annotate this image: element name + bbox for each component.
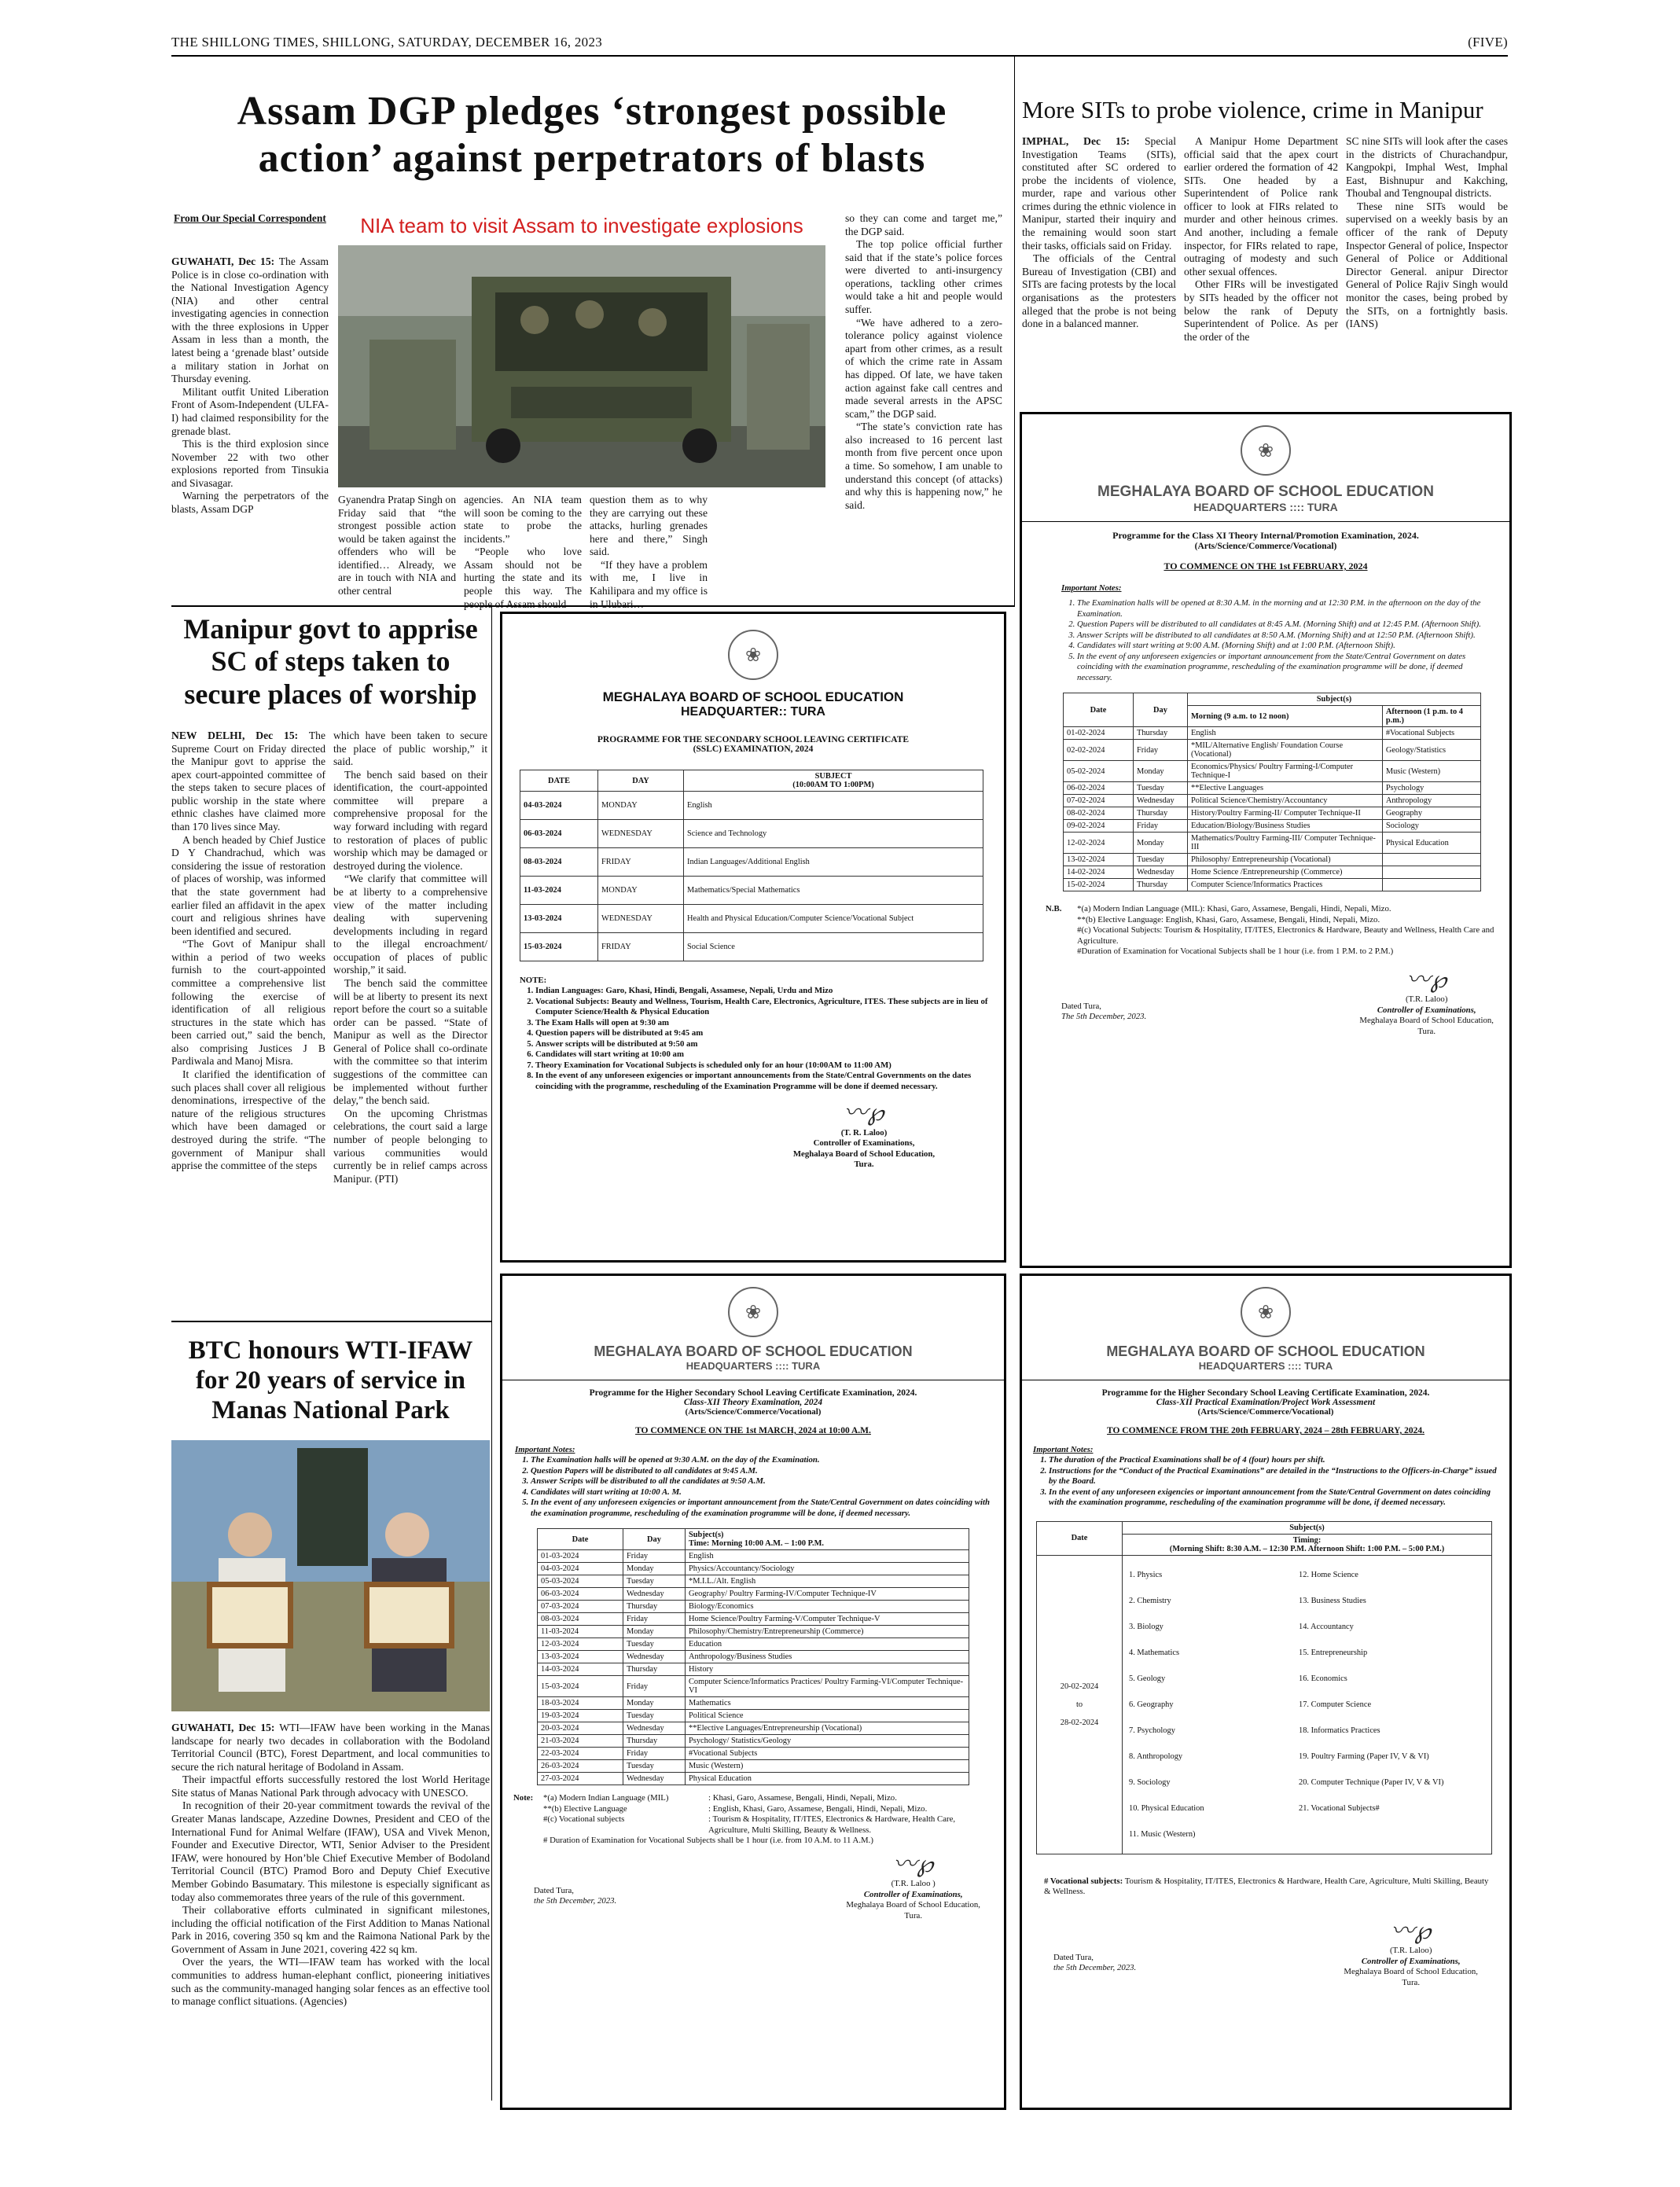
practical-footer: Dated Tura, the 5th December, 2023. 〰℘ (T.R. Laloo) Controller of Examinations, Meghalaya Board of School Education, Tura.: [1053, 1917, 1478, 1987]
class11-hq: HEADQUARTERS :::: TURA: [1193, 501, 1338, 513]
table-row: 08-02-2024 Thursday History/Poultry Farming-II/ Computer Technique-II Geography: [1064, 807, 1481, 820]
assam-col-1: GUWAHATI, Dec 15: The Assam Police is in close co-ordination with the National Investigation Agency (NIA) and other central investigating agencies in connection with the three explosions in Upper Assam in less than a month, the latest being a ‘grenade blast’ outside a military station in Jorhat on Thursday evening. Militant outfit United Liberation Front of Asom-Independent (ULFA-I) had claimed responsibility for the grenade blast. This is the third explosion since November 22 with two other explosions reported from Tinsukia and Sivasagar. Warning the perpetrators of the blasts, Assam DGP: [171, 255, 329, 515]
practical-notice: [1020, 1274, 1512, 2110]
column-rule-left: [491, 607, 492, 2101]
hssl-stream: (Arts/Science/Commerce/Vocational): [685, 1407, 822, 1417]
signature-mark-icon: 〰℘: [844, 1100, 884, 1127]
sslc-title: PROGRAMME FOR THE SECONDARY SCHOOL LEAVING CERTIFICATE (SSLC) EXAMINATION, 2024: [597, 735, 910, 754]
table-row: 06-03-2024 Wednesday Geography/ Poultry Farming-IV/Computer Technique-IV: [538, 1588, 969, 1601]
table-row: 01-03-2024 Friday English: [538, 1550, 969, 1563]
sslc-hq: HEADQUARTER:: TURA: [681, 705, 825, 719]
table-row: 14-03-2024 Thursday History: [538, 1663, 969, 1676]
practical-stream: (Arts/Science/Commerce/Vocational): [1197, 1407, 1334, 1417]
assam-photo-caption: NIA team to visit Assam to investigate explosions: [360, 214, 803, 237]
army-truck-photo: [338, 245, 825, 487]
sslc-table: DATE DAY SUBJECT (10:00AM TO 1:00PM) 04-03-2024 MONDAY English 06-03-2024 WEDNESDAY Science and Technology 08-03-2024 FRIDAY Indian Languages/Additional English 11-03-2024 MONDAY Mathematics/Special Mathematics 13-03-2024 WEDNESDAY Health and Physical Education/Computer Science/Vocational Subject 15-03-2024 FRIDAY Social Science: [520, 770, 983, 961]
class11-table: Date Day Subject(s) Morning (9 a.m. to 12 noon) Afternoon (1 p.m. to 4 p.m.) 01-02-2024 Thursday English #Vocational Subjects 02-02-2024 Friday *MIL/Alternative English/ Foundation Course (Vocational) Geology/Statistics 05-02-2024 Monday Economics/Physics/ Poultry Farming-I/Computer Technique-I Music (Western) 06-02-2024 Tuesday **Elective Languages Psychology 07-02-2024 Wednesday Political Science/Chemistry/Accountancy Anthropology 08-02-2024 Thursday History/Poultry Farming-II/ Computer Technique-II Geography 09-02-2024 Friday Education/Biology/Business Studies Sociology 12-02-2024 Monday Mathematics/Poultry Farming-III/ Computer Technique-III Physical Education 13-02-2024 Tuesday Philosophy/ Entrepreneurship (Vocational) 14-02-2024 Wednesday Home Science /Entrepreneurship (Commerce) 15-02-2024 Thursday Computer Science/Informatics Practices: [1063, 693, 1481, 891]
table-row: 02-02-2024 Friday *MIL/Alternative English/ Foundation Course (Vocational) Geology/Statistics: [1064, 740, 1481, 761]
sit-col-2: A Manipur Home Department official said that the apex court earlier ordered the formation of 42 SITs. One headed by a Superintendent of Police rank officer to look at FIRs related to murder and other heinous crimes. And another, including a female inspector, for FIRs related to rape, outraging of modesty and such other sexual offences. Other FIRs will be investigated by SITs headed by the officer not below the rank of Deputy Superintendent of Police. As per the order of the: [1184, 135, 1338, 343]
assam-photo: [338, 245, 825, 487]
table-row: 07-03-2024 Thursday Biology/Economics: [538, 1601, 969, 1613]
hssl-footer: Dated Tura, the 5th December, 2023. 〰℘ (T.R. Laloo ) Controller of Examinations, Meghalaya Board of School Education, Tura.: [534, 1851, 980, 1921]
sit-headline: More SITs to probe violence, crime in Manipur: [1022, 96, 1483, 123]
table-row: 19-03-2024 Tuesday Political Science: [538, 1710, 969, 1722]
header-rule: [171, 55, 1508, 57]
hssl-subtitle: Class-XII Theory Examination, 2024: [683, 1398, 823, 1407]
board-crest-icon: ❀: [1241, 1287, 1291, 1337]
class11-rows: [1064, 727, 1481, 891]
assam-col-4: question them as to why they are carrying out these attacks, hurling grenades here and there,” Singh said. “If they have a problem with me, I live in Kahilipara and my office is in Ulubari…: [590, 494, 708, 610]
assam-dateline: GUWAHATI, Dec 15:: [171, 255, 275, 267]
practical-notes: 1. The duration of the Practical Examinations shall be of 4 (four) hours per shift. 2. Instructions for the “Conduct of the Practical Examinations” are detailed in the “Instructions to the Officers-in-Charge” issued by the Board. 3. In the event of any unforeseen exigencies or important announcement from the State/Central Government on dates coinciding with the examination programme, rescheduling of the examination programme will be done, if deemed necessary.: [1033, 1455, 1500, 1508]
hssl-note: Note: *(a) Modern Indian Language (MIL) : Khasi, Garo, Assamese, Bengali, Hindi, Nepali, Mizo. **(b) Elective Language : English, Khasi, Garo, Assamese, Bengali, Hindi, Nepali, Mizo. #(c) Vocational subjects : Tourism & Hospitality, IT/ITES, Electronics & Hardware, Health Care, Agriculture, Multi Skilling, Beauty & Wellness. # Duration of Examination for Vocational Subjects shall be 1 hour (i.e. from 10 A.M. to 11 A.M.): [513, 1793, 956, 1846]
table-row: 20-02-2024 to 28-02-2024 1. Physics 2. Chemistry 3. Biology 4. Mathematics 5. Geology 6. Geography 7. Psychology 8. Anthropology 9. Sociology 10. Physical Education 11. Music (Western) 12. Home Science 13. Business Studies 14. Accountancy 15. Entrepreneurship 16. Economics 17. Computer Science 18. Informatics Practices 19. Poultry Farming (Paper IV, V & VI) 20. Computer Technique (Paper IV, V & VI) 21. Vocational Subjects#: [1037, 1555, 1492, 1854]
practical-subjects-left: 1. Physics 2. Chemistry 3. Biology 4. Mathematics 5. Geology 6. Geography 7. Psychology 8. Anthropology 9. Sociology 10. Physical Education 11. Music (Western): [1129, 1570, 1204, 1839]
table-row: 04-03-2024 Monday Physics/Accountancy/Sociology: [538, 1563, 969, 1575]
page-header: [171, 35, 1508, 50]
table-row: 09-02-2024 Friday Education/Biology/Business Studies Sociology: [1064, 820, 1481, 833]
hssl-rows: [538, 1550, 969, 1785]
practical-notes-label: Important Notes:: [1033, 1445, 1094, 1454]
table-row: 13-03-2024 Wednesday Anthropology/Business Studies: [538, 1651, 969, 1663]
class11-title: Programme for the Class XI Theory Internal/Promotion Examination, 2024.: [1112, 530, 1419, 541]
hssl-signature: 〰℘ (T.R. Laloo ) Controller of Examinations, Meghalaya Board of School Education, Tura.: [846, 1851, 980, 1921]
practical-board: MEGHALAYA BOARD OF SCHOOL EDUCATION: [1106, 1343, 1425, 1359]
award-ceremony-photo: [171, 1440, 490, 1711]
worship-col-2: which have been taken to secure the place of public worship,” it said. The bench said based on their identification, the court-appointed committee will prepare a comprehensive proposal for the way forward including with regard to restoration of places of public worship which may be damaged or destroyed during the violence. “We clarify that committee will be at liberty to a comprehensive view of the matter including dealing with supervening developments including in regard to the illegal encroachment/ occupation of places of public worship,” it said. The bench said the committee will be at liberty to present its next report before the court so a suitable order can be passed. “State of Manipur as well as the Director General of Police shall co-ordinate with the committee so that interim suggestions of the committee can be implemented without further delay,” the bench said. On the upcoming Christmas celebrations, the court said a large number of people belonging to various communities would currently be in relief camps across Manipur. (PTI): [333, 730, 487, 1185]
table-row: 18-03-2024 Monday Mathematics: [538, 1697, 969, 1710]
table-row: 13-03-2024 WEDNESDAY Health and Physical Education/Computer Science/Vocational Subject: [520, 905, 983, 933]
table-row: 15-02-2024 Thursday Computer Science/Informatics Practices: [1064, 879, 1481, 891]
sslc-signature: 〰℘ (T. R. Laloo) Controller of Examinations, Meghalaya Board of School Education, Tura.: [762, 1098, 966, 1170]
class11-footer: Dated Tura, The 5th December, 2023. 〰℘ (T.R. Laloo) Controller of Examinations, Meghalaya Board of School Education, Tura.: [1061, 966, 1494, 1036]
table-row: 06-03-2024 WEDNESDAY Science and Technology: [520, 820, 983, 848]
sit-dateline: IMPHAL, Dec 15:: [1022, 135, 1130, 147]
class11-notes-label: Important Notes:: [1061, 583, 1122, 593]
table-row: 05-02-2024 Monday Economics/Physics/ Poultry Farming-I/Computer Technique-I Music (Western): [1064, 761, 1481, 782]
table-row: 11-03-2024 MONDAY Mathematics/Special Mathematics: [520, 877, 983, 905]
table-row: 12-02-2024 Monday Mathematics/Poultry Farming-III/ Computer Technique-III Physical Education: [1064, 833, 1481, 854]
assam-col-2: Gyanendra Pratap Singh on Friday said that “the strongest possible action would be taken against the offenders who will be identified… Already, we are in touch with NIA and other central: [338, 494, 456, 597]
masthead-line: THE SHILLONG TIMES, SHILLONG, SATURDAY, DECEMBER 16, 2023: [171, 35, 603, 50]
sslc-notes: NOTE: 1. Indian Languages: Garo, Khasi, Hindi, Bengali, Assamese, Nepali, Urdu and Mizo 2. Vocational Subjects: Beauty and Wellness, Tourism, Health Care, Electronics, Agriculture, ITES. These subjects are in lieu of Computer Science/Health & Physical Education 3. The Exam Halls will open at 9:30 am 4. Question papers will be distributed at 9:45 am 5. Answer scripts will be distributed at 9:50 am 6. Candidates will start writing at 10:00 am 7. Theory Examination for Vocational Subjects is scheduled only for an hour (10:00AM to 11:00 AM) 8. In the event of any unforeseen exigencies or important announcements from the State/Central Governments on the dates coinciding with the programme, rescheduling of the Examination Programme will be done if deemed necessary.: [520, 976, 990, 1092]
hssl-hq: HEADQUARTERS :::: TURA: [686, 1360, 821, 1372]
practical-title: Programme for the Higher Secondary School Leaving Certificate Examination, 2024.: [1101, 1388, 1430, 1398]
table-row: 11-03-2024 Monday Philosophy/Chemistry/Entrepreneurship (Commerce): [538, 1626, 969, 1638]
table-row: 20-03-2024 Wednesday **Elective Languages/Entrepreneurship (Vocational): [538, 1722, 969, 1735]
table-row: 14-02-2024 Wednesday Home Science /Entrepreneurship (Commerce): [1064, 866, 1481, 879]
table-row: 15-03-2024 FRIDAY Social Science: [520, 933, 983, 961]
sslc-board: MEGHALAYA BOARD OF SCHOOL EDUCATION: [602, 689, 904, 704]
practical-table: Date Subject(s) Timing: (Morning Shift: 8:30 A.M. – 12:30 P.M. Afternoon Shift: 1:00 P.M. – 5:00 P.M.) 20-02-2024 to 28-02-2024 1. Physics 2. Chemistry 3. Biology 4. Mathematics 5. Geology 6. Geography 7. Psychology 8. Anthropology 9. Sociology 10. Physical Education 11. Music (Western) 12. Home Science 13. Business Studies 14. Accountancy 15. Entrepreneurship 16. Economics 17. Computer Science 18. Informatics Practices 19. Poultry Farming (Paper IV, V & VI) 20. Computer Technique (Paper IV, V & VI) 21. Vocational Subjects#: [1036, 1521, 1492, 1854]
class11-commence: TO COMMENCE ON THE 1st FEBRUARY, 2024: [1164, 561, 1368, 572]
worship-dateline: NEW DELHI, Dec 15:: [171, 730, 299, 741]
class11-nb: N.B. *(a) Modern Indian Language (MIL): Khasi, Garo, Assamese, Bengali, Hindi, Nepali, Mizo. **(b) Elective Language: English, Khasi, Garo, Assamese, Bengali, Hindi, Nepali, Mizo. #(c) Vocational Subjects: Tourism & Hospitality, IT/ITES, Electronics & Hardware, Beauty and Wellness, Health Care and Agriculture. #Duration of Examination for Vocational Subjects shall be 1 hour (i.e. from 1 P.M. to 2 P.M.): [1046, 904, 1494, 957]
table-row: 08-03-2024 Friday Home Science/Poultry Farming-V/Computer Technique-V: [538, 1613, 969, 1626]
table-row: 06-02-2024 Tuesday **Elective Languages Psychology: [1064, 782, 1481, 795]
hssl-title: Programme for the Higher Secondary School Leaving Certificate Examination, 2024.: [589, 1388, 917, 1398]
table-row: 05-03-2024 Tuesday *M.I.L./Alt. English: [538, 1575, 969, 1588]
hssl-commence: TO COMMENCE ON THE 1st MARCH, 2024 at 10:00 A.M.: [635, 1426, 871, 1435]
signature-mark-icon: 〰℘: [893, 1851, 934, 1877]
hssl-board: MEGHALAYA BOARD OF SCHOOL EDUCATION: [594, 1343, 913, 1359]
sit-col-3: SC nine SITs will look after the cases in the districts of Churachandpur, Kangpokpi, Imphal West, Imphal East, Bishnupur and Kakching, Thoubal and Tengnoupal districts. These nine SITs would be supervised on a weekly basis by an officer of the rank of Deputy Inspector General of police, Inspector General of Police or Additional Director General. anipur Director General of Police Rajiv Singh would monitor the cases, being probed by the SITs, on a fortnightly basis. (IANS): [1346, 135, 1508, 330]
table-row: 07-02-2024 Wednesday Political Science/Chemistry/Accountancy Anthropology: [1064, 795, 1481, 807]
class11-signature: 〰℘ (T.R. Laloo) Controller of Examinations, Meghalaya Board of School Education, Tura.: [1359, 966, 1494, 1036]
btc-photo: [171, 1440, 490, 1711]
practical-commence: TO COMMENCE FROM THE 20th FEBRUARY, 2024 – 28th FEBRUARY, 2024.: [1107, 1426, 1425, 1435]
board-crest-icon: ❀: [1241, 425, 1291, 476]
btc-body: GUWAHATI, Dec 15: WTI—IFAW have been working in the Manas landscape for nearly two decades in collaboration with the Bodoland Territorial Council (BTC), Forest Department, and local communities to secure the rich natural heritage of Bodoland in Assam. Their impactful efforts successfully restored the lost World Heritage Site status of Manas National Park through advocacy with UNESCO. In recognition of their 20-year commitment towards the revival of the Greater Manas landscape, Azzedine Downes, President and CEO of the International Fund for Animal Welfare (IFAW), USA and Vivek Menon, Founder and Executive Director, WTI, Senior Adviser to the President IFAW, were honoured by Hon’ble Chief Executive Member of Bodoland Territorial Council (BTC) Pramod Boro and Deputy Chief Executive Member Gobindo Basumatary. This milestone is especially significant as today also commemorates three years of the rule of this government. Their collaborative efforts culminated in significant milestones, including the official notification of the First Addition to Manas National Park in 2016, covering 350 sq km and the Raimona National Park by the Government of Assam in June 2021, covering 422 sq km. Over the years, the WTI—IFAW team has worked with the local communities to address human-elephant conflict, pioneering initiatives such as the community-managed hanging solar fences as an effective tool to manage conflict situations. (Agencies): [171, 1722, 490, 2008]
signature-mark-icon: 〰℘: [1391, 1917, 1432, 1944]
hssl-notes: 1. The Examination halls will be opened at 9:30 A.M. on the day of the Examination. 2. Question Papers will be distributed to all candidates at 9:45 A.M. 3. Answer Scripts will be distributed to all the candidates at 9:50 A.M. 4. Candidates will start writing at 10:00 A. M. 5. In the event of any unforeseen exigencies or important announcement from the State/Central Government on dates coinciding with the examination programme, rescheduling of the examination programme will be done, if deemed necessary.: [515, 1455, 994, 1519]
table-row: 15-03-2024 Friday Computer Science/Informatics Practices/ Poultry Farming-VI/Computer Technique-VI: [538, 1676, 969, 1697]
assam-col-3: agencies. An NIA team will soon be coming to the state to probe the incidents.” “People who love Assam should not be hurting the state and its people this way. The people of Assam should: [464, 494, 582, 610]
assam-byline: From Our Special Correspondent: [174, 212, 326, 224]
class11-notice: [1020, 412, 1512, 1268]
assam-headline: Assam DGP pledges ‘strongest possible action’ against perpetrators of blasts: [237, 89, 947, 181]
practical-signature: 〰℘ (T.R. Laloo) Controller of Examinations, Meghalaya Board of School Education, Tura.: [1344, 1917, 1478, 1987]
worship-col-1: NEW DELHI, Dec 15: The Supreme Court on Friday directed the Manipur govt to apprise the apex court-appointed committee of the steps taken to secure places of public worship in the state where ethnic clashes have claimed more than 170 lives since May. A bench headed by Chief Justice D Y Chandrachud, which was considering the issue of restoration of places of worship, was informed that the state government had earlier filed an affidavit in the apex court and religious shrines have been identified and secured. “The Govt of Manipur shall within a period of two weeks furnish to the court-appointed committee a comprehensive list following the exercise of identification of all religious structures in the state which has been carried out,” said the bench, also comprising Justices J B Pardiwala and Manoj Misra. It clarified the identification of such places shall cover all religious denominations, irrespective of the nature of the religious structures which have been damaged or destroyed during the strife. “The government of Manipur shall apprise the committee of the steps: [171, 730, 325, 1172]
table-row: 27-03-2024 Wednesday Physical Education: [538, 1773, 969, 1785]
table-row: 08-03-2024 FRIDAY Indian Languages/Additional English: [520, 848, 983, 877]
hssl-notes-label: Important Notes:: [515, 1445, 575, 1454]
assam-col-5: so they can come and target me,” the DGP said. The top police official further said that if the state’s police forces were diverted to anti-insurgency operations, tackling other crimes would take a hit and people would suffer. “We have adhered to a zero-tolerance policy against violence apart from other crimes, as a result of which the crime rate in Assam has dipped. Of late, we have taken action against fake call centres and made several arrests in the APSC scam,” the DGP said. “The state’s conviction rate has also increased to 16 percent last month from five percent once upon a time. So somehow, I am unable to understand this concept (of attacks) and why this is happening now,” he said.: [845, 212, 1002, 511]
practical-subtitle: Class-XII Practical Examination/Project Work Assessment: [1156, 1398, 1376, 1407]
btc-dateline: GUWAHATI, Dec 15:: [171, 1722, 275, 1733]
column-rule: [1014, 57, 1015, 607]
practical-vocational: # Vocational subjects: Tourism & Hospitality, IT/ITES, Electronics & Hardware, Health Care, Agriculture, Multi Skilling, Beauty & Wellness.: [1044, 1876, 1489, 1897]
table-row: 01-02-2024 Thursday English #Vocational Subjects: [1064, 727, 1481, 740]
table-row: 04-03-2024 MONDAY English: [520, 792, 983, 820]
practical-subjects-right: 12. Home Science 13. Business Studies 14. Accountancy 15. Entrepreneurship 16. Economics 17. Computer Science 18. Informatics Practices 19. Poultry Farming (Paper IV, V & VI) 20. Computer Technique (Paper IV, V & VI) 21. Vocational Subjects#: [1299, 1570, 1444, 1813]
hssl-notice: [500, 1274, 1006, 2110]
table-row: 13-02-2024 Tuesday Philosophy/ Entrepreneurship (Vocational): [1064, 854, 1481, 866]
sslc-notice: [500, 612, 1006, 1263]
board-crest-icon: ❀: [728, 630, 778, 680]
table-row: 21-03-2024 Thursday Psychology/ Statistics/Geology: [538, 1735, 969, 1748]
table-row: 22-03-2024 Friday #Vocational Subjects: [538, 1748, 969, 1760]
signature-mark-icon: 〰℘: [1406, 966, 1447, 993]
class11-board: MEGHALAYA BOARD OF SCHOOL EDUCATION: [1097, 483, 1434, 500]
page-number: (FIVE): [1468, 35, 1508, 50]
table-row: 26-03-2024 Tuesday Music (Western): [538, 1760, 969, 1773]
sslc-rows: [520, 792, 983, 961]
sit-col-1: IMPHAL, Dec 15: Special Investigation Teams (SITs), constituted after SC ordered to probe the incidents of violence, murder, rape and various other crimes during the ethnic violence in Manipur, started their inquiry and the remaining would soon start their tasks, officials said on Friday. The officials of the Central Bureau of Investigation (CBI) and SITs are facing protests by the local organisations as the protesters alleged that the probe is not being done in a balanced manner.: [1022, 135, 1176, 330]
worship-headline: Manipur govt to apprise SC of steps taken to secure places of worship: [183, 613, 478, 710]
practical-hq: HEADQUARTERS :::: TURA: [1198, 1360, 1333, 1372]
table-row: 12-03-2024 Tuesday Education: [538, 1638, 969, 1651]
btc-headline: BTC honours WTI-IFAW for 20 years of service in Manas National Park: [188, 1336, 473, 1424]
section-rule-btc: [171, 1321, 491, 1322]
board-crest-icon: ❀: [728, 1287, 778, 1337]
hssl-table: Date Day Subject(s) Time: Morning 10:00 A.M. – 1:00 P.M. 01-03-2024 Friday English 04-03-2024 Monday Physics/Accountancy/Sociology 05-03-2024 Tuesday *M.I.L./Alt. English 06-03-2024 Wednesday Geography/ Poultry Farming-IV/Computer Technique-IV 07-03-2024 Thursday Biology/Economics 08-03-2024 Friday Home Science/Poultry Farming-V/Computer Technique-V 11-03-2024 Monday Philosophy/Chemistry/Entrepreneurship (Commerce) 12-03-2024 Tuesday Education 13-03-2024 Wednesday Anthropology/Business Studies 14-03-2024 Thursday History 15-03-2024 Friday Computer Science/Informatics Practices/ Poultry Farming-VI/Computer Technique-VI 18-03-2024 Monday Mathematics 19-03-2024 Tuesday Political Science 20-03-2024 Wednesday **Elective Languages/Entrepreneurship (Vocational) 21-03-2024 Thursday Psychology/ Statistics/Geology 22-03-2024 Friday #Vocational Subjects 26-03-2024 Tuesday Music (Western) 27-03-2024 Wednesday Physical Education: [537, 1528, 969, 1785]
class11-notes: 1. The Examination halls will be opened at 8:30 A.M. in the morning and at 12:30 P.M. in the afternoon on the day of the Examination. 2. Question Papers will be distributed to all candidates at 8:45 A.M. (Morning Shift) and at 12:45 P.M. (Afternoon Shift). 3. Answer Scripts will be distributed to all candidates at 8:50 A.M. (Morning Shift) and at 12:50 P.M. (Afternoon Shift). 4. Candidates will start writing at 9:00 A.M. (Morning Shift) and at 1:00 P.M. (Afternoon Shift). 5. In the event of any unforeseen exigencies or important announcement from the State/Central Government on dates coinciding with the examination programme, rescheduling of the examination programme will be done, if deemed necessary.: [1061, 598, 1495, 683]
class11-stream: (Arts/Science/Commerce/Vocational): [1194, 542, 1337, 551]
